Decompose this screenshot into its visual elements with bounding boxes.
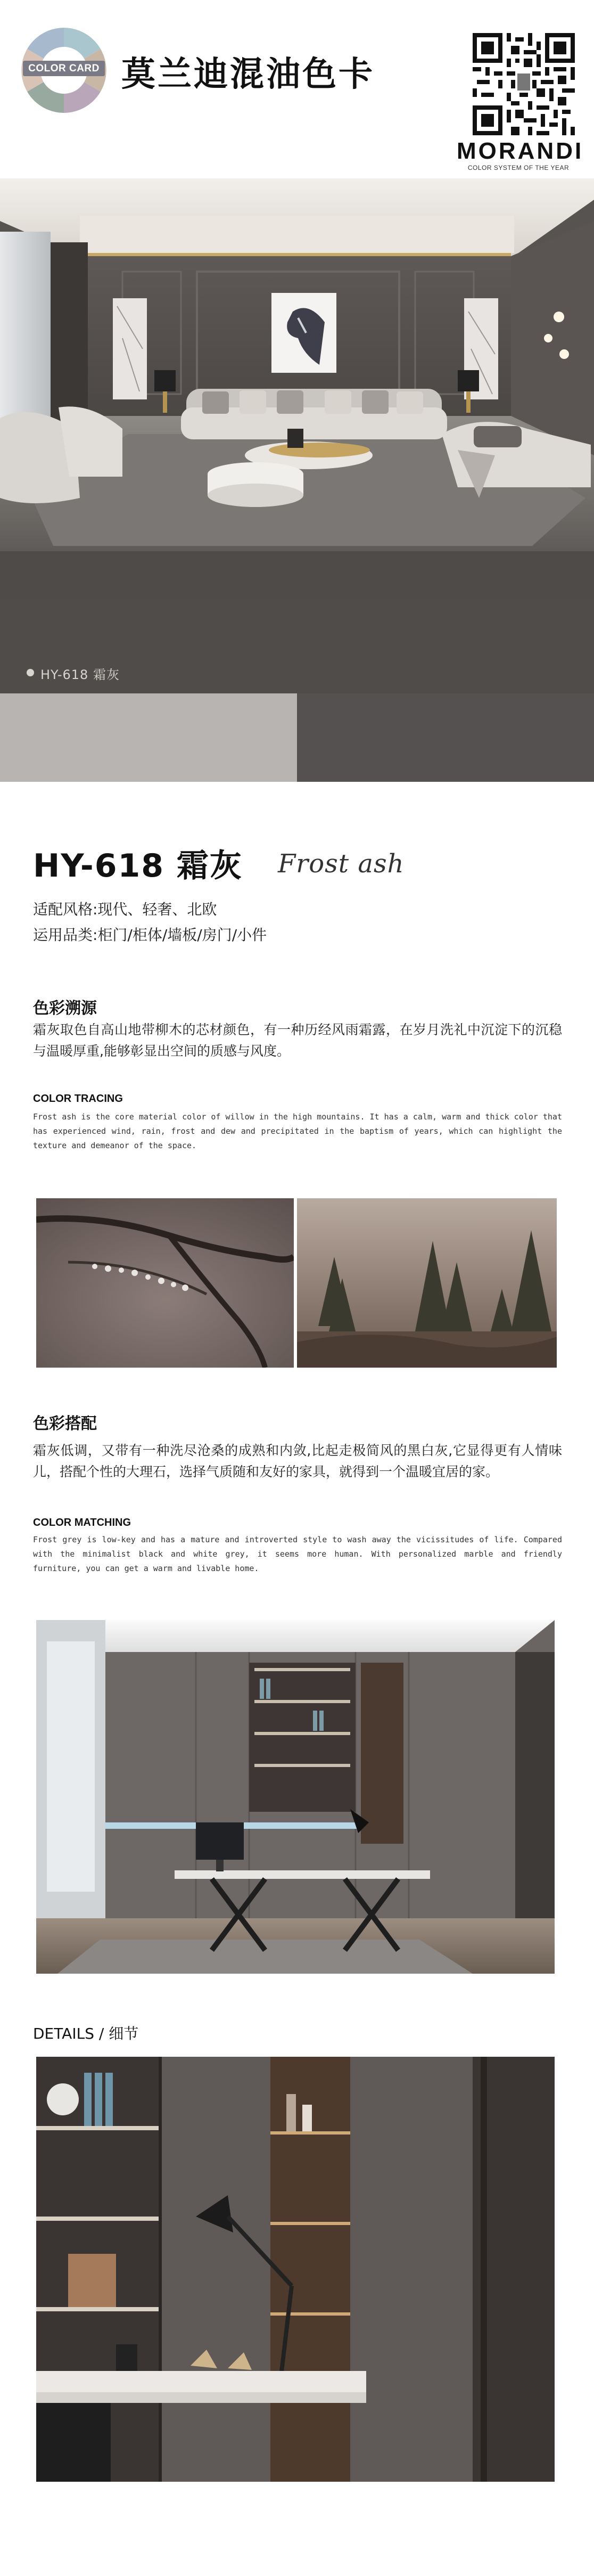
swatch-frost-ash: [297, 693, 594, 782]
misty-forest-photo: [297, 1198, 557, 1368]
details-photo: [36, 2057, 555, 2482]
style-line: 适配风格:现代、轻奢、北欧: [33, 901, 217, 918]
living-room-image: [0, 178, 594, 599]
brand-tagline: COLOR SYSTEM OF THE YEAR: [467, 164, 570, 171]
tracing-body: 霜灰取色自高山地带柳木的芯材颜色，有一种历经风雨霜露，在岁月洗礼中沉淀下的沉稳与温暖厚重,能够彰显出空间的质感与风度。: [33, 1022, 562, 1059]
color-english-name: Frost ash: [278, 849, 405, 879]
use-line: 运用品类:柜门/柜体/墙板/房门/小件: [33, 926, 267, 944]
matching-body-en: Frost grey is low-key and has a mature and introverted style to wash away the vicissitudes of life. Compared with the minimalist black and white grey, it seems more human. With personalized marble and friendly furniture, you can get a warm and livable home.: [33, 1535, 562, 1573]
tracing-body-en: Frost ash is the core material color of willow in the high mountains. It has a calm, warm and thick color that has experienced wind, rain, frost and dew and precipitated in the baptism of years, which can highlight the texture and demeanor of the space.: [33, 1112, 562, 1150]
matching-title: 色彩搭配: [33, 1414, 97, 1433]
color-code-name: HY-618 霜灰: [33, 847, 243, 885]
qr-code-icon[interactable]: [473, 33, 575, 135]
swatch-bullet-icon: [27, 669, 34, 676]
willow-dew-photo: [36, 1198, 294, 1368]
logo-text: COLOR CARD: [23, 61, 105, 76]
tracing-title: 色彩溯源: [33, 999, 97, 1018]
tracing-title-en: COLOR TRACING: [33, 1093, 123, 1105]
matching-title-en: COLOR MATCHING: [33, 1517, 131, 1528]
matching-body: 霜灰低调，又带有一种洗尽沧桑的成熟和内敛,比起走极简风的黑白灰,它显得更有人情味儿，搭配个性的大理石，选择气质随和友好的家具，就得到一个温暖宜居的家。: [33, 1443, 562, 1479]
page-title: 莫兰迪混油色卡: [121, 55, 375, 94]
swatch-light-grey: [0, 693, 297, 782]
brand-name: MORANDI: [457, 138, 584, 164]
page-header: [0, 0, 594, 176]
study-room-photo: [36, 1620, 555, 1974]
swatch-label: HY-618 霜灰: [40, 667, 120, 682]
details-title: DETAILS / 细节: [33, 2025, 139, 2042]
